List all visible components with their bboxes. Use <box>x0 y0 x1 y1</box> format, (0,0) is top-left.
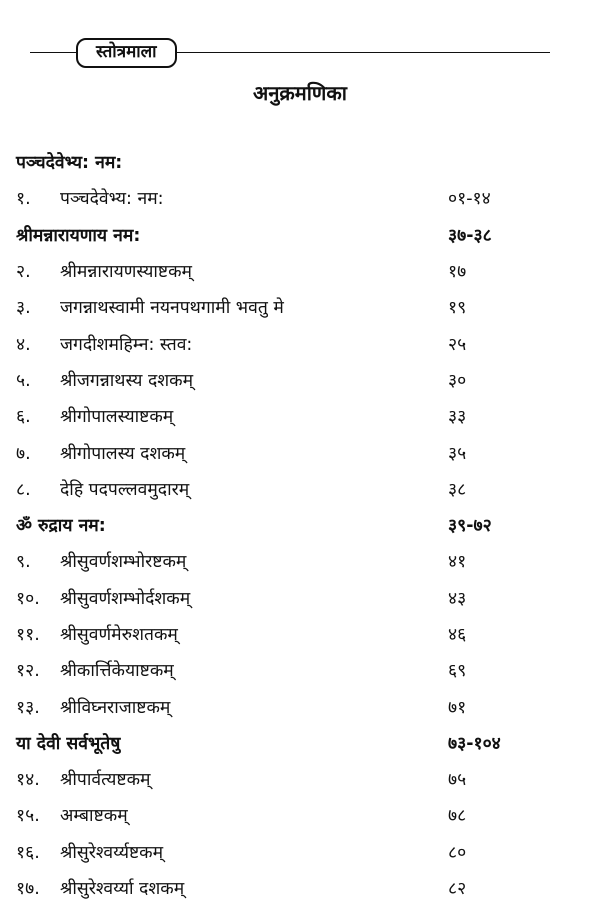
toc-section-row <box>16 725 528 761</box>
toc-entry-number: १२. <box>16 661 40 682</box>
toc-entry-title: श्रीकार्त्तिकेयाष्टकम् <box>60 661 174 682</box>
toc-entry-title: श्रीमन्नारायणस्याष्टकम् <box>60 262 193 283</box>
toc-entry-title: जगन्नाथस्वामी नयनपथगामी भवतु मे <box>60 298 284 319</box>
toc-entry-title: श्रीसुरेश्वर्य्या दशकम् <box>60 879 185 900</box>
toc-page-number: २५ <box>448 334 467 355</box>
toc-entry <box>16 404 173 428</box>
toc-entry <box>16 295 284 319</box>
toc-entry-title: श्रीजगन्नाथस्य दशकम् <box>60 370 194 391</box>
toc-page-number: ७३-१०४ <box>448 733 501 754</box>
toc-section-title: श्रीमन्नारायणाय नम: <box>16 225 141 246</box>
book-title: स्तोत्रमाला <box>96 42 157 62</box>
toc-entry <box>16 223 140 247</box>
toc-page-number: ४६ <box>448 625 467 645</box>
toc-entry-title: श्रीसुवर्णशम्भोरष्टकम् <box>60 552 187 573</box>
toc-section-title: पञ्चदेवेभ्य: नम: <box>16 153 123 174</box>
toc-entry <box>16 731 120 755</box>
toc-entry-title: श्रीविघ्नराजाष्टकम् <box>60 697 171 718</box>
toc-entry <box>16 150 122 174</box>
toc-item-row <box>16 180 528 216</box>
toc-page-number: ३३ <box>448 407 467 428</box>
toc-section-row <box>16 507 528 543</box>
toc-page-number: ३५ <box>448 443 467 464</box>
toc-page-number: ३० <box>448 370 467 391</box>
page-title: अनुक्रमणिका <box>253 81 347 105</box>
book-title-badge <box>76 38 177 68</box>
toc-page-number: ८२ <box>448 879 467 900</box>
toc-entry-title: श्रीसुरेश्वर्य्यष्टकम् <box>60 842 164 863</box>
toc-page-number: १९ <box>448 298 467 319</box>
toc-section-row <box>16 144 528 180</box>
toc-item-row <box>16 434 528 470</box>
toc-entry-title: पञ्चदेवेभ्य: नम: <box>60 189 164 210</box>
toc-entry-number: ९. <box>16 552 31 573</box>
toc-entry <box>16 803 128 827</box>
toc-section-title: या देवी सर्वभूतेषु <box>16 733 121 754</box>
toc-entry-title: जगदीशमहिम्न: स्तव: <box>60 334 193 355</box>
toc-page-number: ०१-१४ <box>448 189 491 210</box>
toc-entry <box>16 368 193 392</box>
toc-item-row <box>16 253 528 289</box>
toc-item-row <box>16 870 528 906</box>
toc-entry <box>16 622 178 646</box>
toc-item-row <box>16 616 528 652</box>
toc-entry-title: श्रीपार्वत्यष्टकम् <box>60 770 151 791</box>
toc-section-title: ॐ रुद्राय नम: <box>16 516 106 537</box>
toc-entry-number: ८. <box>16 479 31 500</box>
toc-entry-title: श्रीगोपालस्य दशकम् <box>60 443 186 464</box>
toc-entry-title: श्रीगोपालस्याष्टकम् <box>60 407 174 428</box>
toc-section-row <box>16 217 528 253</box>
toc-entry-number: १७. <box>16 879 40 900</box>
toc-entry-number: ३. <box>16 298 31 319</box>
table-of-contents <box>16 144 528 906</box>
toc-entry <box>16 658 174 682</box>
toc-entry-title: देहि पदपल्लवमुदारम् <box>60 479 190 500</box>
running-header <box>30 36 550 66</box>
toc-entry <box>16 186 164 210</box>
toc-page-number: ७८ <box>448 806 467 827</box>
toc-entry-title: अम्बाष्टकम् <box>60 806 128 827</box>
toc-page-number: ७१ <box>448 697 467 718</box>
toc-entry-number: १३. <box>16 697 40 718</box>
toc-item-row <box>16 325 528 361</box>
toc-entry <box>16 586 190 610</box>
toc-page-number: ४१ <box>448 552 467 573</box>
toc-entry <box>16 259 192 283</box>
toc-entry-number: ५. <box>16 370 31 391</box>
toc-entry-number: ७. <box>16 443 31 464</box>
toc-entry <box>16 549 186 573</box>
toc-entry-number: १. <box>16 189 31 210</box>
toc-item-row <box>16 797 528 833</box>
toc-item-row <box>16 362 528 398</box>
toc-entry <box>16 332 192 356</box>
toc-entry-number: १०. <box>16 588 40 609</box>
toc-page-number: ६९ <box>448 661 467 682</box>
toc-item-row <box>16 580 528 616</box>
toc-entry-number: ६. <box>16 407 31 428</box>
toc-page-number: ४३ <box>448 588 467 609</box>
toc-item-row <box>16 688 528 724</box>
toc-page-number: १७ <box>448 262 467 283</box>
toc-entry-number: ४. <box>16 334 31 355</box>
toc-entry-number: २. <box>16 262 31 283</box>
toc-entry <box>16 441 185 465</box>
toc-entry-title: श्रीसुवर्णशम्भोर्दशकम् <box>60 588 191 609</box>
toc-item-row <box>16 289 528 325</box>
toc-entry-number: ११. <box>16 625 40 645</box>
toc-page-number: ८० <box>448 842 467 863</box>
toc-item-row <box>16 652 528 688</box>
toc-entry <box>16 695 170 719</box>
toc-entry-number: १६. <box>16 842 40 863</box>
toc-item-row <box>16 543 528 579</box>
toc-page-number: ३९-७२ <box>448 516 492 537</box>
toc-entry <box>16 876 184 900</box>
toc-entry-number: १५. <box>16 806 40 827</box>
toc-item-row <box>16 471 528 507</box>
toc-item-row <box>16 834 528 870</box>
toc-entry <box>16 513 106 537</box>
toc-entry-number: १४. <box>16 770 40 791</box>
toc-page-number: ७५ <box>448 770 467 791</box>
toc-item-row <box>16 761 528 797</box>
toc-page-number: ३७-३८ <box>448 225 492 246</box>
toc-page-number: ३८ <box>448 479 467 500</box>
toc-entry <box>16 477 189 501</box>
toc-entry-title: श्रीसुवर्णमेरुशतकम् <box>60 625 178 645</box>
toc-entry <box>16 840 163 864</box>
toc-item-row <box>16 398 528 434</box>
toc-entry <box>16 767 150 791</box>
